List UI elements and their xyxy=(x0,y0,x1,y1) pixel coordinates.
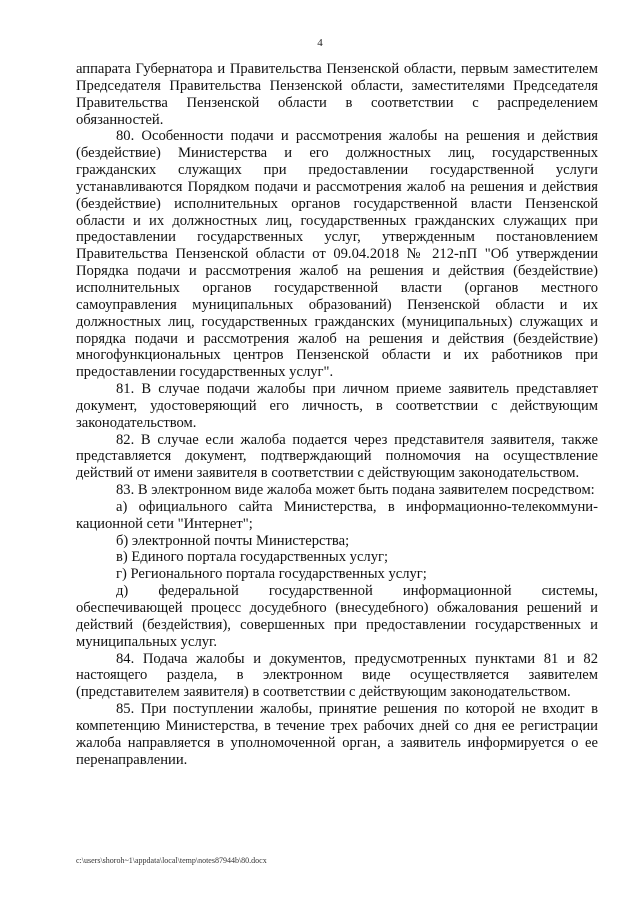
paragraph-85: 85. При поступлении жалобы, принятие решения по которой не входит в компетенцию Министерства, в течение трех рабочих дней со дня ее регистрации жалоба направляется в уполномоченной орган, а заявитель информируется о ее перенаправлении. xyxy=(76,701,598,768)
paragraph-83: 83. В электронном виде жалоба может быть подана заявителем посредством: xyxy=(116,482,595,499)
paragraph-84: 84. Подача жалобы и документов, предусмотренных пунктами 81 и 82 настоящего раздела, в электронном виде осуществляется заявителем (представителем заявителя) в соответствии с действующим законодательством. xyxy=(76,650,598,701)
paragraph-81: 81. В случае подачи жалобы при личном приеме заявитель представляет документ, удостоверяющий его личность, в соответствии с действующим законодательством. xyxy=(76,381,598,431)
list-item-b: б) электронной почты Министерства; xyxy=(116,532,350,549)
page-number: 4 xyxy=(317,37,323,49)
paragraph-82: 82. В случае если жалоба подается через представителя заявителя, также представляется документ, подтверждающий полномочия на осуществление действий от имени заявителя в соответствии с действующим законодательством. xyxy=(76,431,598,482)
list-item-a: а) официального сайта Министерства, в информационно-телекоммуникационной сети "Интернет"; xyxy=(76,498,598,532)
footer-file-path: c:\users\shoroh~1\appdata\local\temp\notes87944b\80.docx xyxy=(76,856,267,865)
list-item-g: г) Регионального портала государственных услуг; xyxy=(116,566,427,583)
document-body xyxy=(76,61,598,768)
paragraph-80: 80. Особенности подачи и рассмотрения жалобы на решения и действия (бездействие) Министерства и его должностных лиц, государственных гражданских служащих при предоставлении государственной услуги устанавливаются Порядком подачи и рассмотрения жалоб на решения и действия (бездействие) исполнительных органов государственной власти Пензенской области и их должностных лиц, государственных гражданских служащих при предоставлении государственных услуг, утвержденным постановлением Правительства Пензенской области от 09.04.2018 № 212-пП "Об утверждении Порядка подачи и рассмотрения жалоб на решения и действия (бездействие) исполнительных органов государственной власти (органов местного самоуправления муниципальных образований) Пензенской области и их должностных лиц, государственных гражданских (муниципальных) служащих и порядка подачи и рассмотрения жалоб на решения и действия (бездействие) многофункциональных центров Пензенской области и их работников при предоставлении государственных услуг". xyxy=(76,128,598,381)
list-item-v: в) Единого портала государственных услуг; xyxy=(116,549,389,566)
paragraph-continuation: аппарата Губернатора и Правительства Пензенской области, первым заместителем Председателя Правительства Пензенской области, заместителями Председателя Правительства Пензенской области в соответствии с распределением обязанностей. xyxy=(76,61,598,128)
list-item-d: д) федеральной государственной информационной системы, обеспечивающей процесс досудебного (внесудебного) обжалования решений и действий (бездействия), совершенных при предоставлении государственных и муниципальных услуг. xyxy=(76,583,598,650)
